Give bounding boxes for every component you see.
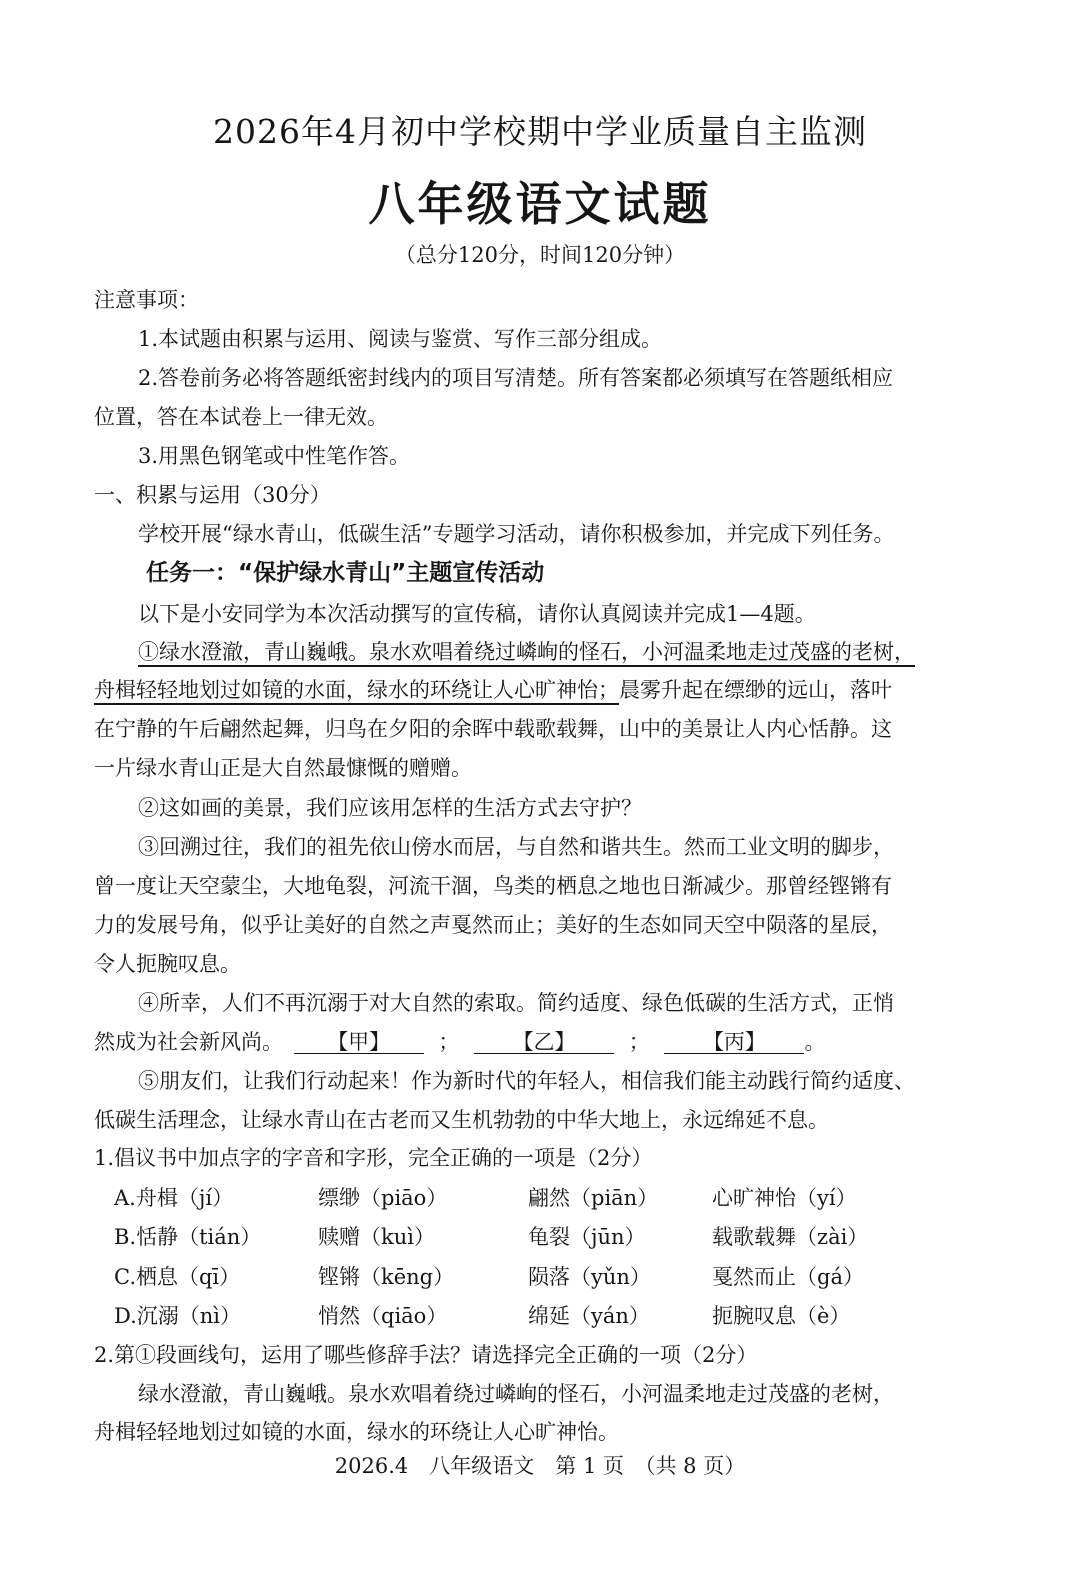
- passage-p1-line-2-rest: 晨雾升起在缥缈的远山，落叶: [619, 678, 892, 702]
- q1-option-b-word-2: 赎赠（kuì）: [318, 1225, 435, 1249]
- question-2-quote-line-2: 舟楫轻轻地划过如镜的水面，绿水的环绕让人心旷神怡。: [94, 1420, 619, 1444]
- q1-option-d-word-2: 悄然（qiāo）: [318, 1304, 448, 1328]
- underlined-sentence-end: 舟楫轻轻地划过如镜的水面，绿水的环绕让人心旷神怡；: [94, 678, 619, 702]
- q1-option-b-word-3: 龟裂（jūn）: [528, 1225, 646, 1249]
- score-info: （总分120分，时间120分钟）: [394, 243, 686, 267]
- notice-item-1: 1.本试题由积累与运用、阅读与鉴赏、写作三部分组成。: [138, 327, 663, 351]
- blank-a: 【甲】: [294, 1031, 424, 1054]
- passage-p4-line-1: ④所幸，人们不再沉溺于对大自然的索取。简约适度、绿色低碳的生活方式，正悄: [138, 991, 894, 1015]
- passage-p1-line-1: ①绿水澄澈，青山巍峨。泉水欢唱着绕过嶙峋的怪石，小河温柔地走过茂盛的老树，: [138, 640, 915, 664]
- separator-semicolon-2: ；: [628, 1030, 650, 1054]
- page-footer: 2026.4 八年级语文 第 1 页 （共 8 页）: [334, 1454, 746, 1478]
- separator-period: 。: [804, 1030, 826, 1054]
- question-2-quote-line-1: 绿水澄澈，青山巍峨。泉水欢唱着绕过嶙峋的怪石，小河温柔地走过茂盛的老树，: [138, 1382, 894, 1406]
- q1-option-c-word-2: 铿锵（kēng）: [318, 1265, 455, 1289]
- q1-option-a-word-1: A.舟楫（jí）: [114, 1186, 234, 1210]
- question-1-stem: 1.倡议书中加点字的字音和字形，完全正确的一项是（2分）: [94, 1146, 653, 1170]
- passage-p4-line-2-prefix: 然成为社会新风尚。: [94, 1030, 283, 1054]
- notice-item-2-line-2: 位置，答在本试卷上一律无效。: [94, 405, 388, 429]
- notice-heading: 注意事项：: [94, 288, 199, 312]
- q1-option-b-word-4: 载歌载舞（zài）: [712, 1225, 869, 1249]
- q1-option-c-word-3: 陨落（yǔn）: [528, 1265, 651, 1289]
- q1-option-c-word-1: C.栖息（qī）: [114, 1265, 241, 1289]
- q1-option-a-word-2: 缥缈（piāo）: [318, 1186, 448, 1210]
- passage-p1-line-2: [94, 674, 892, 704]
- q1-option-d-word-4: 扼腕叹息（è）: [712, 1304, 851, 1328]
- passage-p3-line-3: 力的发展号角，似乎让美好的自然之声戛然而止；美好的生态如同天空中陨落的星辰，: [94, 913, 892, 937]
- q1-option-a-word-3: 翩然（piān）: [528, 1186, 659, 1210]
- blank-c: 【丙】: [664, 1031, 804, 1054]
- exam-name: 2026年4月初中学校期中学业质量自主监测: [213, 112, 867, 151]
- task-1-title: 任务一：“保护绿水青山”主题宣传活动: [146, 560, 545, 586]
- passage-p3-line-4: 令人扼腕叹息。: [94, 952, 241, 976]
- passage-p1-line-4: 一片绿水青山正是大自然最慷慨的赠赠。: [94, 756, 472, 780]
- section-1-intro: 学校开展“绿水青山，低碳生活”专题学习活动，请你积极参加，并完成下列任务。: [138, 522, 895, 546]
- passage-p1-line-3: 在宁静的午后翩然起舞，归鸟在夕阳的余晖中载歌载舞，山中的美景让人内心恬静。这: [94, 717, 892, 741]
- separator-semicolon-1: ；: [438, 1030, 460, 1054]
- q1-option-c-word-4: 戛然而止（gá）: [712, 1265, 864, 1289]
- task-1-intro: 以下是小安同学为本次活动撰写的宣传稿，请你认真阅读并完成1—4题。: [138, 602, 816, 626]
- passage-p4-line-2: [94, 1026, 825, 1056]
- q1-option-a-word-4: 心旷神怡（yí）: [712, 1186, 857, 1210]
- q1-option-d-word-3: 绵延（yán）: [528, 1304, 650, 1328]
- page-title: 八年级语文试题: [368, 177, 712, 231]
- passage-p5-line-2: 低碳生活理念，让绿水青山在古老而又生机勃勃的中华大地上，永远绵延不息。: [94, 1108, 829, 1132]
- q1-option-d-word-1: D.沉溺（nì）: [114, 1304, 242, 1328]
- notice-item-3: 3.用黑色钢笔或中性笔作答。: [138, 444, 411, 468]
- passage-p2: ②这如画的美景，我们应该用怎样的生活方式去守护？: [138, 796, 642, 820]
- passage-p3-line-1: ③回溯过往，我们的祖先依山傍水而居，与自然和谐共生。然而工业文明的脚步，: [138, 835, 894, 859]
- question-2-stem: 2.第①段画线句，运用了哪些修辞手法？请选择完全正确的一项（2分）: [94, 1343, 758, 1367]
- passage-p5-line-1: ⑤朋友们，让我们行动起来！作为新时代的年轻人，相信我们能主动践行简约适度、: [138, 1069, 915, 1093]
- section-1-heading: 一、积累与运用（30分）: [94, 483, 331, 507]
- passage-p3-line-2: 曾一度让天空蒙尘，大地龟裂，河流干涸，鸟类的栖息之地也日渐减少。那曾经铿锵有: [94, 874, 892, 898]
- q1-option-b-word-1: B.恬静（tián）: [114, 1225, 262, 1249]
- notice-item-2-line-1: 2.答卷前务必将答题纸密封线内的项目写清楚。所有答案都必须填写在答题纸相应: [138, 366, 894, 390]
- blank-b: 【乙】: [474, 1031, 614, 1054]
